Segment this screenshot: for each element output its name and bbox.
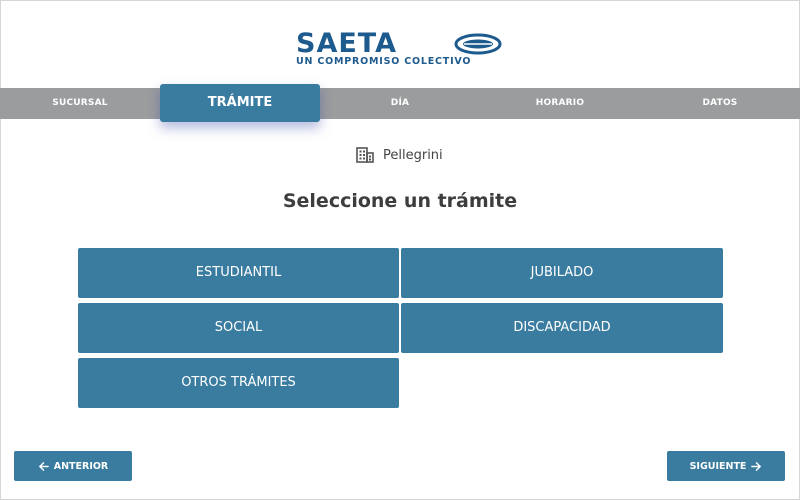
step-tramite-active[interactable]: TRÁMITE <box>160 84 320 122</box>
step-dia[interactable]: DÍA <box>390 98 410 108</box>
brand-logo <box>294 30 506 70</box>
step-sucursal[interactable]: SUCURSAL <box>52 98 108 108</box>
brand-name: SAETA <box>296 28 398 59</box>
brand-tagline: UN COMPROMISO COLECTIVO <box>296 56 472 67</box>
option-estudiantil-button[interactable]: ESTUDIANTIL <box>78 248 399 298</box>
option-otros-tramites-button[interactable]: OTROS TRÁMITES <box>78 358 399 408</box>
arrow-left-icon <box>38 461 49 472</box>
next-button-label: SIGUIENTE <box>689 460 747 472</box>
selected-branch <box>356 145 443 165</box>
back-button-label: ANTERIOR <box>53 460 109 472</box>
stepper-bar <box>0 88 800 119</box>
option-discapacidad-button[interactable]: DISCAPACIDAD <box>401 303 723 353</box>
back-button[interactable] <box>14 451 132 481</box>
arrow-right-icon <box>751 461 762 472</box>
brand-emblem-icon <box>454 33 502 55</box>
option-social-button[interactable]: SOCIAL <box>78 303 399 353</box>
next-button[interactable] <box>667 451 785 481</box>
step-horario[interactable]: HORARIO <box>535 98 585 108</box>
option-jubilado-button[interactable]: JUBILADO <box>401 248 723 298</box>
branch-name: Pellegrini <box>383 147 443 163</box>
building-icon <box>356 147 374 163</box>
page-title: Seleccione un trámite <box>282 190 518 212</box>
step-datos[interactable]: DATOS <box>702 98 738 108</box>
